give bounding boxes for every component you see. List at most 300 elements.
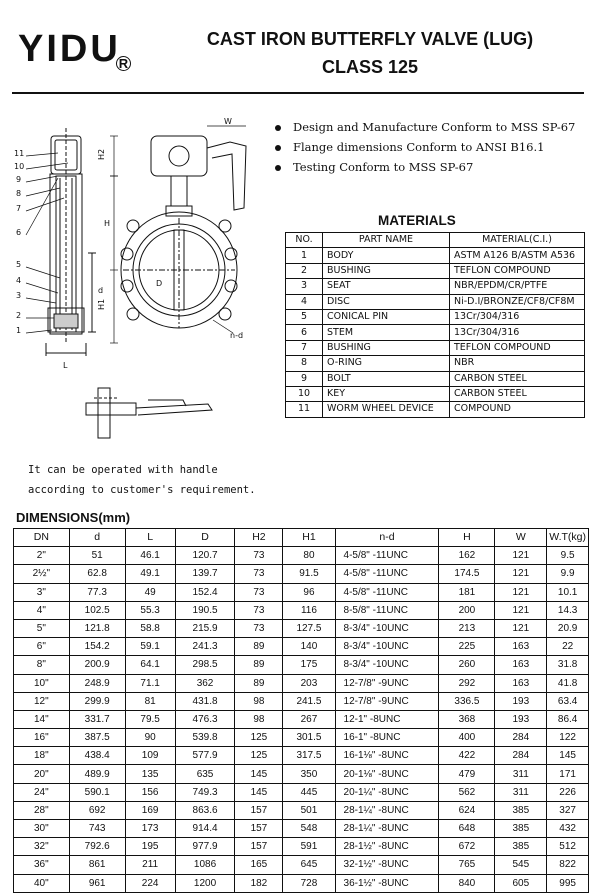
dimensions-row-cell: 41.8	[547, 674, 589, 692]
materials-row-cell: 2	[286, 263, 323, 278]
dimensions-row	[14, 601, 589, 619]
dim-label-h: H	[104, 219, 111, 228]
materials-row-cell: 4	[286, 294, 323, 309]
dimensions-row-cell: 162	[439, 547, 495, 565]
note-line: according to customer's requirement.	[28, 484, 256, 496]
callout-1: 1	[16, 326, 22, 335]
dimensions-row-cell: 213	[439, 619, 495, 637]
dim-label-h2: H2	[97, 148, 106, 160]
dimensions-row	[14, 656, 589, 674]
dimensions-row-cell: 175	[283, 656, 335, 674]
dimensions-row-cell: 174.5	[439, 565, 495, 583]
materials-row-cell: SEAT	[323, 279, 450, 294]
dimensions-row-cell: 28-1½" -8UNC	[335, 838, 439, 856]
dimensions-row-cell: 8-5/8" -11UNC	[335, 601, 439, 619]
materials-row-cell: NBR/EPDM/CR/PTFE	[450, 279, 585, 294]
materials-row-cell: 8	[286, 356, 323, 371]
dimensions-row-cell: 22	[547, 638, 589, 656]
dimensions-row-cell: 49.1	[125, 565, 175, 583]
callout-leaders	[26, 153, 68, 333]
callout-3: 3	[16, 291, 22, 300]
side-view	[46, 128, 96, 356]
dimensions-row-cell: 96	[283, 583, 335, 601]
dimensions-row-cell: 24"	[14, 783, 70, 801]
materials-row	[286, 340, 585, 355]
dimensions-row-cell: 8"	[14, 656, 70, 674]
callout-4: 4	[16, 276, 22, 285]
dimensions-row-cell: 489.9	[69, 765, 125, 783]
dimensions-row-cell: 16-1" -8UNC	[335, 729, 439, 747]
col-w: W	[495, 529, 547, 547]
materials-row-cell: ASTM A126 B/ASTM A536	[450, 248, 585, 263]
dimensions-row-cell: 140	[283, 638, 335, 656]
callout-5: 5	[16, 260, 22, 269]
dimensions-row-cell: 165	[235, 856, 283, 874]
dimensions-row-cell: 241.3	[175, 638, 235, 656]
dimensions-row-cell: 12"	[14, 692, 70, 710]
dimensions-row-cell: 64.1	[125, 656, 175, 674]
callout-11: 11	[14, 149, 25, 158]
dimensions-row-cell: 163	[495, 674, 547, 692]
materials-row-cell: 6	[286, 325, 323, 340]
dimensions-row-cell: 995	[547, 874, 589, 892]
callout-6: 6	[16, 228, 22, 237]
dimensions-row-cell: 743	[69, 820, 125, 838]
dimensions-row-cell: 863.6	[175, 801, 235, 819]
dimensions-row-cell: 861	[69, 856, 125, 874]
materials-row-cell: BUSHING	[323, 340, 450, 355]
dimensions-row-cell: 4"	[14, 601, 70, 619]
dimensions-row-cell: 479	[439, 765, 495, 783]
materials-row-cell: TEFLON COMPOUND	[450, 263, 585, 278]
dimensions-row-cell: 79.5	[125, 710, 175, 728]
dimensions-row-cell: 89	[235, 638, 283, 656]
dimensions-row-cell: 10"	[14, 674, 70, 692]
dimensions-row-cell: 20-1⅛" -8UNC	[335, 765, 439, 783]
dimensions-row-cell: 122	[547, 729, 589, 747]
dimensions-row-cell: 445	[283, 783, 335, 801]
dimensions-row-cell: 98	[235, 692, 283, 710]
dimensions-row-cell: 125	[235, 747, 283, 765]
dimensions-row-cell: 267	[283, 710, 335, 728]
dimensions-row-cell: 539.8	[175, 729, 235, 747]
dimensions-row-cell: 226	[547, 783, 589, 801]
handle-detail	[86, 388, 212, 438]
dimensions-row-cell: 311	[495, 765, 547, 783]
dimensions-row-cell: 432	[547, 820, 589, 838]
note-line: It can be operated with handle	[28, 464, 218, 476]
materials-row-cell: 11	[286, 402, 323, 417]
dimensions-row-cell: 1086	[175, 856, 235, 874]
dimensions-row-cell: 127.5	[283, 619, 335, 637]
dimensions-row-cell: 822	[547, 856, 589, 874]
dimensions-row	[14, 729, 589, 747]
dimensions-row-cell: 139.7	[175, 565, 235, 583]
materials-row	[286, 279, 585, 294]
dimensions-row-cell: 438.4	[69, 747, 125, 765]
dimensions-row-cell: 211	[125, 856, 175, 874]
materials-row	[286, 402, 585, 417]
dimensions-row-cell: 284	[495, 729, 547, 747]
dimensions-row-cell: 28-1¼" -8UNC	[335, 801, 439, 819]
dimensions-row-cell: 193	[495, 692, 547, 710]
dimensions-row	[14, 765, 589, 783]
callout-7: 7	[16, 204, 22, 213]
dimensions-row-cell: 2"	[14, 547, 70, 565]
dimensions-row-cell: 765	[439, 856, 495, 874]
dim-label-nd: n-d	[230, 331, 244, 340]
dimensions-row-cell: 961	[69, 874, 125, 892]
dimensions-row-cell: 51	[69, 547, 125, 565]
dimensions-row-cell: 331.7	[69, 710, 125, 728]
dimensions-row-cell: 55.3	[125, 601, 175, 619]
dimensions-row-cell: 977.9	[175, 838, 235, 856]
dimensions-row-cell: 4-5/8" -11UNC	[335, 583, 439, 601]
dimensions-row-cell: 59.1	[125, 638, 175, 656]
dimensions-row-cell: 173	[125, 820, 175, 838]
dimensions-row-cell: 121	[495, 583, 547, 601]
dimensions-row-cell: 63.4	[547, 692, 589, 710]
col-h1: H1	[283, 529, 335, 547]
dimensions-row-cell: 225	[439, 638, 495, 656]
materials-row-cell: BODY	[323, 248, 450, 263]
dimensions-row-cell: 749.3	[175, 783, 235, 801]
dimensions-row-cell: 77.3	[69, 583, 125, 601]
col-nd: n-d	[335, 529, 439, 547]
dimensions-row-cell: 195	[125, 838, 175, 856]
dimensions-row-cell: 171	[547, 765, 589, 783]
materials-row	[286, 248, 585, 263]
dimensions-row-cell: 190.5	[175, 601, 235, 619]
dimensions-row-cell: 157	[235, 820, 283, 838]
dimensions-row-cell: 169	[125, 801, 175, 819]
dimensions-row-cell: 648	[439, 820, 495, 838]
bullet-icon	[275, 125, 281, 131]
dimensions-row	[14, 838, 589, 856]
dimensions-row-cell: 157	[235, 801, 283, 819]
dimensions-row-cell: 89	[235, 674, 283, 692]
dimensions-row-cell: 86.4	[547, 710, 589, 728]
materials-row-cell: 13Cr/304/316	[450, 325, 585, 340]
dimensions-row-cell: 4-5/8" -11UNC	[335, 565, 439, 583]
dimensions-row-cell: 73	[235, 619, 283, 637]
materials-row	[286, 309, 585, 324]
dimensions-row-cell: 672	[439, 838, 495, 856]
col-big-d: D	[175, 529, 235, 547]
materials-row-cell: CARBON STEEL	[450, 386, 585, 401]
dimensions-row-cell: 121.8	[69, 619, 125, 637]
materials-row-cell: 10	[286, 386, 323, 401]
dimensions-row-cell: 301.5	[283, 729, 335, 747]
materials-row-cell: 7	[286, 340, 323, 355]
dimensions-row-cell: 645	[283, 856, 335, 874]
dimensions-row	[14, 856, 589, 874]
dimensions-row-cell: 8-3/4" -10UNC	[335, 619, 439, 637]
materials-row-cell: CONICAL PIN	[323, 309, 450, 324]
dimensions-row-cell: 98	[235, 710, 283, 728]
dimensions-row-cell: 145	[235, 783, 283, 801]
callout-2: 2	[16, 311, 22, 320]
dimensions-row-cell: 3"	[14, 583, 70, 601]
col-part-name: PART NAME	[323, 233, 450, 248]
dimensions-row-cell: 135	[125, 765, 175, 783]
dimensions-row-cell: 49	[125, 583, 175, 601]
dimensions-row-cell: 36"	[14, 856, 70, 874]
dimensions-row-cell: 73	[235, 547, 283, 565]
dimensions-row-cell: 16"	[14, 729, 70, 747]
dimensions-row	[14, 710, 589, 728]
header-divider	[12, 92, 584, 94]
dimensions-row-cell: 30"	[14, 820, 70, 838]
col-l: L	[125, 529, 175, 547]
dimensions-row-cell: 102.5	[69, 601, 125, 619]
dimensions-row-cell: 40"	[14, 874, 70, 892]
materials-row-cell: CARBON STEEL	[450, 371, 585, 386]
materials-row	[286, 325, 585, 340]
col-no: NO.	[286, 233, 323, 248]
dimensions-row-cell: 605	[495, 874, 547, 892]
materials-row-cell: NBR	[450, 356, 585, 371]
materials-row-cell: 3	[286, 279, 323, 294]
dimensions-row-cell: 20-1¼" -8UNC	[335, 783, 439, 801]
dimensions-row	[14, 674, 589, 692]
dimensions-row-cell: 248.9	[69, 674, 125, 692]
dimensions-row-cell: 385	[495, 820, 547, 838]
dimensions-row-cell: 385	[495, 838, 547, 856]
brand-logo: YIDU	[18, 28, 121, 70]
materials-row-cell: TEFLON COMPOUND	[450, 340, 585, 355]
valve-drawing	[8, 118, 270, 453]
dimensions-row	[14, 619, 589, 637]
operation-note	[28, 460, 256, 500]
materials-row	[286, 263, 585, 278]
page-title: CAST IRON BUTTERFLY VALVE (LUG)	[206, 29, 534, 49]
dimensions-row	[14, 638, 589, 656]
dimensions-row-cell: 299.9	[69, 692, 125, 710]
col-material: MATERIAL(C.I.)	[450, 233, 585, 248]
dimensions-row-cell: 215.9	[175, 619, 235, 637]
dimensions-row-cell: 8-3/4" -10UNC	[335, 638, 439, 656]
dimensions-row-cell: 16-1⅛" -8UNC	[335, 747, 439, 765]
registered-mark: R	[116, 56, 131, 71]
dimensions-row-cell: 89	[235, 656, 283, 674]
dimensions-row-cell: 200	[439, 601, 495, 619]
materials-row-cell: 9	[286, 371, 323, 386]
materials-row-cell: 13Cr/304/316	[450, 309, 585, 324]
dimensions-row-cell: 692	[69, 801, 125, 819]
dimensions-row-cell: 336.5	[439, 692, 495, 710]
dimensions-row-cell: 18"	[14, 747, 70, 765]
col-d: d	[69, 529, 125, 547]
materials-row-cell: BUSHING	[323, 263, 450, 278]
materials-row-cell: KEY	[323, 386, 450, 401]
dimensions-row	[14, 547, 589, 565]
materials-row	[286, 371, 585, 386]
materials-row	[286, 386, 585, 401]
dimensions-row-cell: 46.1	[125, 547, 175, 565]
dimensions-row-cell: 154.2	[69, 638, 125, 656]
dimensions-row	[14, 747, 589, 765]
materials-row-cell: COMPOUND	[450, 402, 585, 417]
materials-row-cell: O-RING	[323, 356, 450, 371]
dimensions-row-cell: 1200	[175, 874, 235, 892]
materials-row	[286, 356, 585, 371]
dimensions-row-cell: 350	[283, 765, 335, 783]
dimensions-row-cell: 73	[235, 601, 283, 619]
feature-item: Flange dimensions Conform to ANSI B16.1	[275, 137, 595, 157]
dimensions-row-cell: 298.5	[175, 656, 235, 674]
dimensions-row-cell: 327	[547, 801, 589, 819]
dimensions-row-cell: 120.7	[175, 547, 235, 565]
dimensions-row	[14, 692, 589, 710]
dimensions-row	[14, 820, 589, 838]
dimensions-row-cell: 840	[439, 874, 495, 892]
dimensions-row-cell: 182	[235, 874, 283, 892]
dimensions-row	[14, 565, 589, 583]
dimensions-row-cell: 476.3	[175, 710, 235, 728]
bullet-icon	[275, 165, 281, 171]
dimensions-row-cell: 284	[495, 747, 547, 765]
dimensions-row-cell: 62.8	[69, 565, 125, 583]
dimensions-row-cell: 14.3	[547, 601, 589, 619]
dimensions-row-cell: 157	[235, 838, 283, 856]
dimensions-row-cell: 200.9	[69, 656, 125, 674]
dimensions-row-cell: 501	[283, 801, 335, 819]
dim-label-w: W	[224, 118, 232, 126]
materials-row-cell: STEM	[323, 325, 450, 340]
dimensions-row-cell: 12-7/8" -9UNC	[335, 692, 439, 710]
dimensions-row-cell: 163	[495, 656, 547, 674]
dimensions-row-cell: 91.5	[283, 565, 335, 583]
dimensions-row	[14, 783, 589, 801]
materials-row	[286, 294, 585, 309]
dimensions-row-cell: 512	[547, 838, 589, 856]
feature-item: Design and Manufacture Conform to MSS SP-67	[275, 117, 595, 137]
materials-row-cell: Ni-D.I/BRONZE/CF8/CF8M	[450, 294, 585, 309]
materials-row-cell: WORM WHEEL DEVICE	[323, 402, 450, 417]
col-h: H	[439, 529, 495, 547]
dimensions-row-cell: 12-7/8" -9UNC	[335, 674, 439, 692]
dimensions-row-cell: 203	[283, 674, 335, 692]
dimensions-row-cell: 431.8	[175, 692, 235, 710]
dimensions-row-cell: 8-3/4" -10UNC	[335, 656, 439, 674]
dimensions-row-cell: 181	[439, 583, 495, 601]
dimensions-row-cell: 145	[547, 747, 589, 765]
front-view	[121, 136, 246, 333]
dimensions-row-cell: 20.9	[547, 619, 589, 637]
dim-label-d-big: D	[156, 279, 163, 288]
dimensions-row-cell: 73	[235, 583, 283, 601]
materials-row-cell: 5	[286, 309, 323, 324]
dimensions-row-cell: 152.4	[175, 583, 235, 601]
dimensions-row-cell: 145	[235, 765, 283, 783]
dimensions-row-cell: 36-1½" -8UNC	[335, 874, 439, 892]
feature-list	[275, 117, 595, 177]
bullet-icon	[275, 145, 281, 151]
dimensions-row-cell: 121	[495, 547, 547, 565]
dimensions-row-cell: 121	[495, 619, 547, 637]
dimensions-row-cell: 9.9	[547, 565, 589, 583]
dimensions-row-cell: 109	[125, 747, 175, 765]
callout-8: 8	[16, 189, 22, 198]
dimensions-row-cell: 385	[495, 801, 547, 819]
dimensions-row-cell: 28"	[14, 801, 70, 819]
dim-label-d-small: d	[98, 286, 104, 295]
dimensions-row-cell: 577.9	[175, 747, 235, 765]
dimensions-row-cell: 121	[495, 601, 547, 619]
dimensions-row-cell: 311	[495, 783, 547, 801]
dimensions-row-cell: 562	[439, 783, 495, 801]
dimensions-row-cell: 32-1½" -8UNC	[335, 856, 439, 874]
col-h2: H2	[235, 529, 283, 547]
dimensions-row	[14, 874, 589, 892]
dimensions-row-cell: 14"	[14, 710, 70, 728]
dimensions-row-cell: 58.8	[125, 619, 175, 637]
dimensions-row-cell: 422	[439, 747, 495, 765]
dimensions-row-cell: 9.5	[547, 547, 589, 565]
col-weight: W.T(kg)	[547, 529, 589, 547]
dimensions-row-cell: 71.1	[125, 674, 175, 692]
col-dn: DN	[14, 529, 70, 547]
materials-table	[285, 232, 585, 418]
dimensions-row-cell: 545	[495, 856, 547, 874]
dimensions-row	[14, 801, 589, 819]
dimensions-row-cell: 387.5	[69, 729, 125, 747]
dimensions-row-cell: 624	[439, 801, 495, 819]
materials-header-row	[286, 233, 585, 248]
dimensions-row-cell: 260	[439, 656, 495, 674]
dimensions-row-cell: 193	[495, 710, 547, 728]
dimensions-row-cell: 163	[495, 638, 547, 656]
dimensions-table	[13, 528, 589, 893]
dimensions-row-cell: 121	[495, 565, 547, 583]
dimensions-row-cell: 28-1¼" -8UNC	[335, 820, 439, 838]
materials-row-cell: 1	[286, 248, 323, 263]
dimensions-row-cell: 2½"	[14, 565, 70, 583]
materials-row-cell: BOLT	[323, 371, 450, 386]
callout-10: 10	[14, 162, 25, 171]
dimensions-row-cell: 73	[235, 565, 283, 583]
dimensions-row-cell: 156	[125, 783, 175, 801]
dimensions-row-cell: 241.5	[283, 692, 335, 710]
dimensions-row-cell: 792.6	[69, 838, 125, 856]
page-subtitle: CLASS 125	[321, 57, 419, 77]
materials-title: MATERIALS	[378, 213, 456, 228]
dimensions-row-cell: 5"	[14, 619, 70, 637]
dimensions-row-cell: 20"	[14, 765, 70, 783]
dimensions-row-cell: 635	[175, 765, 235, 783]
dimensions-row-cell: 116	[283, 601, 335, 619]
dimensions-row-cell: 6"	[14, 638, 70, 656]
dimensions-row-cell: 914.4	[175, 820, 235, 838]
dimensions-row-cell: 90	[125, 729, 175, 747]
dimensions-row-cell: 400	[439, 729, 495, 747]
dimensions-row-cell: 317.5	[283, 747, 335, 765]
dimensions-row-cell: 362	[175, 674, 235, 692]
dimensions-row-cell: 292	[439, 674, 495, 692]
dim-label-l: L	[63, 361, 68, 370]
callout-9: 9	[16, 175, 22, 184]
dimensions-row-cell: 728	[283, 874, 335, 892]
dimensions-row-cell: 125	[235, 729, 283, 747]
dimensions-row	[14, 583, 589, 601]
materials-row-cell: DISC	[323, 294, 450, 309]
dim-label-h1: H1	[97, 298, 106, 310]
dimensions-row-cell: 590.1	[69, 783, 125, 801]
dimensions-row-cell: 4-5/8" -11UNC	[335, 547, 439, 565]
dimensions-row-cell: 12-1" -8UNC	[335, 710, 439, 728]
dimensions-row-cell: 368	[439, 710, 495, 728]
